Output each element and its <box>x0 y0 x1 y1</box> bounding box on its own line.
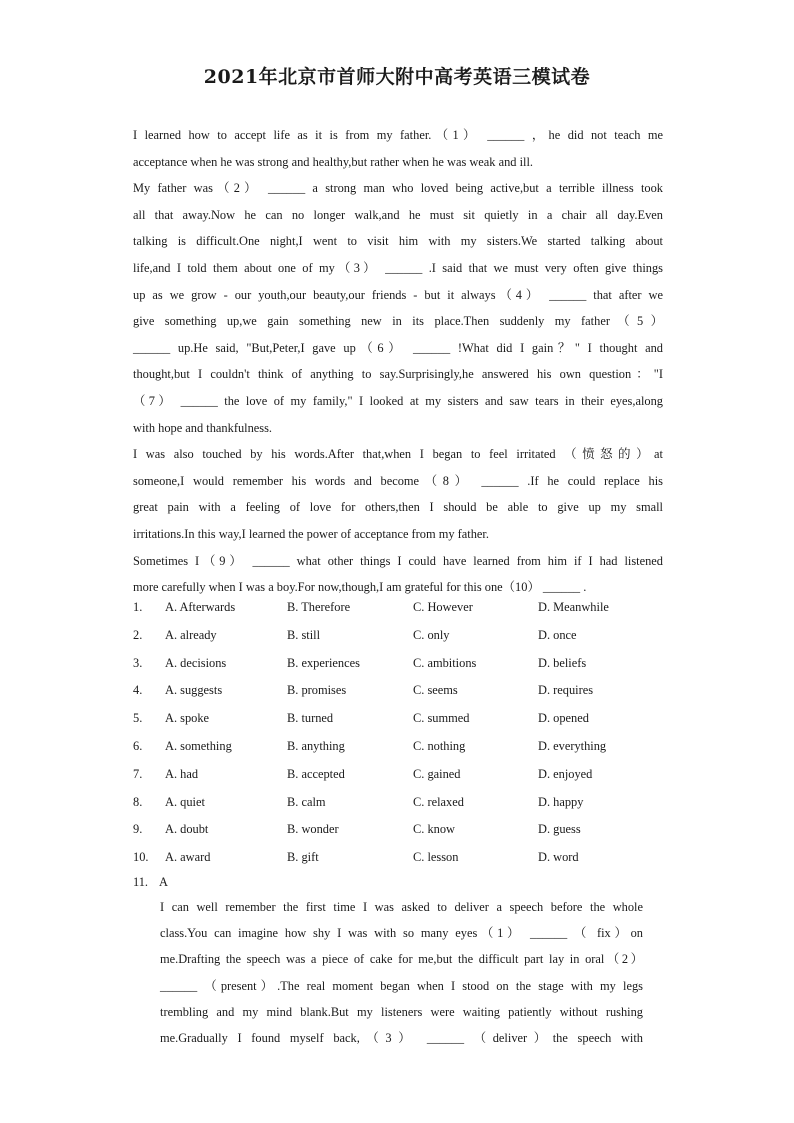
option-b: B. wonder <box>287 822 339 837</box>
question-number: 10. <box>133 850 149 865</box>
passage-line: irritations.In this way,I learned the power of acceptance from my father. <box>133 526 489 541</box>
option-d: D. opened <box>538 711 589 726</box>
passage-line: I learned how to accept life as it is from my father.（1） ______ ，he did not teach me <box>133 128 663 142</box>
option-c: C. nothing <box>413 738 466 753</box>
option-b: B. accepted <box>287 766 345 781</box>
option-d: D. requires <box>538 683 594 698</box>
question-number: 4. <box>133 683 143 698</box>
question-row <box>133 594 673 622</box>
question-row <box>133 733 673 761</box>
passage-line: me.Drafting the speech was a piece of cake for me,but the difficult part lay in oral（2） <box>160 952 643 967</box>
section-number: 11. <box>133 875 149 889</box>
passage-line: with hope and thankfulness. <box>133 420 273 435</box>
option-a: A. suggests <box>165 683 223 698</box>
question-number: 6. <box>133 738 143 753</box>
passage-line: I can well remember the first time I was asked to deliver a speech before the whole <box>160 900 643 914</box>
passage-line: me.Gradually I found myself back,（3） ______ （deliver）the speech with <box>160 1030 643 1045</box>
page-title: 2021年北京市首师大附中高考英语三模试卷 <box>203 66 591 88</box>
option-a: A. something <box>165 738 232 753</box>
option-d: D. Meanwhile <box>538 600 609 614</box>
option-d: D. enjoyed <box>538 766 593 781</box>
question-row <box>133 761 673 789</box>
question-row <box>133 844 673 872</box>
option-d: D. word <box>538 850 579 865</box>
question-row <box>133 705 673 733</box>
passage-line: thought,but I couldn't think of anything to say.Surprisingly,he answered his own question："I <box>133 367 663 382</box>
option-d: D. once <box>538 627 577 642</box>
question-number: 2. <box>133 627 143 642</box>
option-b: B. promises <box>287 683 347 698</box>
passage-line: Sometimes I（9） ______ what other things I could have learned from him if I had listened <box>133 553 663 568</box>
option-b: B. calm <box>287 794 326 809</box>
passage-line: all that away.Now he can no longer walk,and he must sit quietly in a chair all day.Even <box>133 207 663 222</box>
option-c: C. know <box>413 822 455 837</box>
option-a: A. award <box>165 850 211 865</box>
question-number: 9. <box>133 822 143 837</box>
option-d: D. beliefs <box>538 655 587 670</box>
passage-line: （7） ______ the love of my family," I looked at my sisters and saw tears in their eyes,along <box>133 393 663 408</box>
passage-line: up as we grow - our youth,our beauty,our friends - but it always（4） ______ that after we <box>133 287 663 302</box>
passage-line: talking is difficult.One night,I went to visit him with my sisters.We started talking about <box>133 234 663 249</box>
passage-line: great pain with a feeling of love for others,then I should be able to give up my small <box>133 500 663 515</box>
passage-line: class.You can imagine how shy I was with so many eyes（1） ______ （ fix）on <box>160 926 643 941</box>
passage-line: acceptance when he was strong and healthy,but rather when he was weak and ill. <box>133 154 534 169</box>
passage-line: give something up,we gain something new in its place.Then suddenly my father（5） <box>133 314 663 329</box>
option-c: C. summed <box>413 711 470 726</box>
question-number: 7. <box>133 766 143 781</box>
passage-line: ______ （present）.The real moment began when I stood on the stage with my legs <box>160 978 643 993</box>
option-c: C. lesson <box>413 850 459 865</box>
passage-line: someone,I would remember his words and become（8） ______ .If he could replace his <box>133 473 663 488</box>
option-a: A. Afterwards <box>165 600 236 614</box>
passage-line: My father was（2） ______ a strong man who loved being active,but a terrible illness took <box>133 181 663 196</box>
option-b: B. Therefore <box>287 600 351 614</box>
passage-line: life,and I told them about one of my（3） ______ .I said that we must very often give things <box>133 260 663 275</box>
section-11-header <box>133 870 168 894</box>
option-b: B. anything <box>287 738 345 753</box>
option-d: D. everything <box>538 738 607 753</box>
question-number: 5. <box>133 711 143 726</box>
option-c: C. seems <box>413 683 458 698</box>
option-a: A. had <box>165 766 199 781</box>
option-d: D. guess <box>538 822 581 837</box>
question-row <box>133 816 673 844</box>
option-b: B. still <box>287 627 321 642</box>
option-a: A. spoke <box>165 711 210 726</box>
grammar-passage <box>160 894 643 1051</box>
option-a: A. doubt <box>165 822 209 837</box>
passage-line: trembling and my mind blank.But my listeners were waiting patiently without rushing <box>160 1004 643 1019</box>
option-c: C. gained <box>413 766 461 781</box>
option-c: C. relaxed <box>413 794 464 809</box>
question-number: 1. <box>133 600 143 614</box>
question-row <box>133 789 673 817</box>
question-row <box>133 650 673 678</box>
question-row <box>133 622 673 650</box>
option-c: C. ambitions <box>413 655 477 670</box>
passage-line: I was also touched by his words.After that,when I began to feel irritated （愤怒的）at <box>133 447 663 462</box>
question-number: 3. <box>133 655 143 670</box>
passage-line: more carefully when I was a boy.For now,though,I am grateful for this one（10） ______ . <box>133 580 587 595</box>
passage-line: ______ up.He said, "But,Peter,I gave up（6） ______ !What did I gain？" I thought and <box>133 340 663 355</box>
option-b: B. experiences <box>287 655 360 670</box>
question-row <box>133 677 673 705</box>
question-number: 8. <box>133 794 143 809</box>
option-a: A. decisions <box>165 655 227 670</box>
option-d: D. happy <box>538 794 584 809</box>
reading-passage <box>133 122 663 601</box>
option-c: C. only <box>413 627 450 642</box>
answer-options <box>133 594 673 872</box>
option-b: B. turned <box>287 711 334 726</box>
section-label: A <box>159 875 168 889</box>
option-b: B. gift <box>287 850 319 865</box>
option-c: C. However <box>413 600 473 614</box>
option-a: A. already <box>165 627 217 642</box>
option-a: A. quiet <box>165 794 205 809</box>
